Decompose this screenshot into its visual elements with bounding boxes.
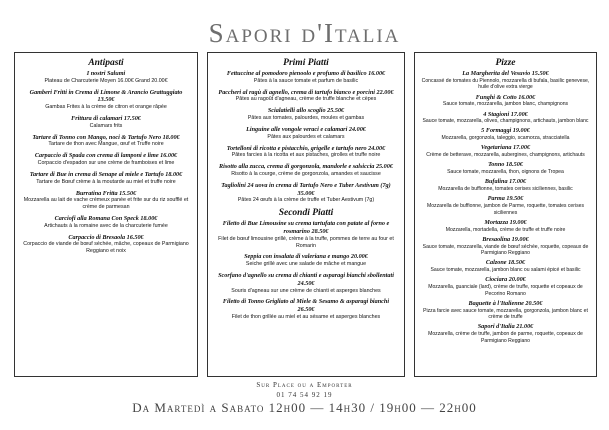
menu-item-description: Pizza farcie avec sauce tomate, mozzarella, gorgonzola, jambon blanc et crème de truffe xyxy=(423,307,588,321)
menu-item-description: Mozzarella, gorgonzola, taleggio, scamorza, stracciatella xyxy=(441,135,570,142)
menu-item-description: Artichauts à la romaine avec de la charcuterie fumée xyxy=(44,222,168,229)
menu-item-description: Risotto à la courge, crème de gorgonzola, amandes et saucisse xyxy=(231,170,381,177)
menu-item-description: Sauce tomate, mozzarella, viande de bœuf séchée, roquette, copeaux de Parmigiano Reggiano xyxy=(422,243,589,257)
menu-item-name: Filetto di Bue Limousine su crema tartufata con patate al forno e rosmarino 28.50€ xyxy=(222,220,390,235)
menu-item-name: Tagliolini 24 uova in crema di Tartufo Nero e Tuber Aestivum (7g) 35.00€ xyxy=(221,181,391,197)
menu-item xyxy=(421,300,590,321)
menu-item-description: Filet de thon grillée au miel et au sésame et asperges blanches xyxy=(231,313,381,320)
menu-item xyxy=(21,115,191,130)
menu-item-description: Sauce tomate, mozzarella, jambon blanc, champignons xyxy=(442,101,569,108)
menu-item-name: Tortelloni di ricotta e pistacchio, grigelle e tartufo nero 24.00€ xyxy=(226,144,386,152)
menu-item xyxy=(421,323,590,344)
menu-item xyxy=(21,134,191,149)
menu-item-name: Ciociara 20.00€ xyxy=(485,276,526,284)
menu-item xyxy=(421,236,590,257)
menu-item xyxy=(421,259,590,273)
menu-item-name: Scorfano d'agnello su crema di chianti e asparagi bianchi sbollentati 24.50€ xyxy=(218,272,394,287)
menu-item xyxy=(421,276,590,297)
menu-item-description: Mozzarella au lait de vache crémeux panée et frite sur du riz soufflé et crème de parmesan xyxy=(23,197,189,211)
section-title: Antipasti xyxy=(88,58,124,68)
menu-item-description: Pâtes aux tomates, palourdes, moules et gambas xyxy=(247,115,365,121)
menu-item xyxy=(21,190,191,212)
menu-item-description: Calamars frits xyxy=(89,122,123,129)
menu-item-description: Corpaccio d'espadon sur une crème de framboises et lime xyxy=(37,160,175,166)
menu-item-description: Sauce tomate, mozzarella, jambon blanc ou salami épicé et basilic xyxy=(430,267,581,274)
menu-item-description: Mozzarella, mortadella, crème de truffe et truffe noire xyxy=(445,226,566,233)
menu-item-description: Sauce tomate, mozzarella, thon, oignons de Tropea xyxy=(447,169,564,176)
menu-item-description: Tartare de thon avec Mangue, œuf et Truffe noire xyxy=(48,141,164,148)
menu-item-name: Paccheri al ragù di agnello, crema di tartufo bianco e porcini 22.00€ xyxy=(218,88,394,96)
column-pizze xyxy=(414,52,597,377)
menu-item xyxy=(214,107,398,122)
menu-item-description: Souris d'agneau sur une crème de chianti et asperges blanches xyxy=(231,287,381,294)
menu-item-name: Filetto di Tonno Grigliato al Miele & Sesamo & asparagi bianchi 26.50€ xyxy=(222,298,390,314)
menu-item xyxy=(214,220,398,249)
menu-item xyxy=(21,152,191,167)
menu-item-description: Tartare de Bœuf crème à la moutarde au miel et truffe noire xyxy=(36,178,176,185)
column-primi-secondi xyxy=(207,52,405,377)
menu-item-description: Pâtes aux palourdes et calamars xyxy=(267,133,345,140)
phone-number: 01 74 54 92 19 xyxy=(276,391,333,399)
menu-item-name: Vegetariana 17.00€ xyxy=(480,144,531,152)
menu-item-description: Pâtes à la sauce tomate et parfum de basilic xyxy=(253,77,359,84)
menu-item-name: Baguette à l'Italienne 20.50€ xyxy=(468,299,543,307)
menu-item-name: Tartare di Tonno con Mango, noci & Tartufo Nero 18.00€ xyxy=(32,133,180,141)
menu-item-description: Corpaccio de viande de bœuf séchée, mâche, copeaux de Parmigiano Reggiano et noix xyxy=(23,241,189,255)
menu-item-description: Pâtes 24 œufs à la crème de truffe et Tuber Aestivum (7g) xyxy=(237,197,375,204)
menu-item-name: 4 Stagioni 17.00€ xyxy=(483,110,528,118)
menu-item xyxy=(21,234,191,256)
menu-item-name: La Margherita del Vesuvio 15.50€ xyxy=(462,70,549,77)
menu-item xyxy=(214,298,398,320)
menu-item xyxy=(421,219,590,233)
menu-item-name: I nostri Salumi xyxy=(86,70,126,77)
menu-item xyxy=(421,144,590,158)
menu-item xyxy=(21,70,191,85)
menu-item-name: Mortazza 19.00€ xyxy=(484,218,527,226)
menu-item xyxy=(214,182,398,204)
menu-item xyxy=(214,126,398,141)
menu-item xyxy=(21,171,191,186)
menu-item-name: Funghi & Cotto 16.00€ xyxy=(475,93,536,101)
menu-item xyxy=(214,253,398,268)
menu-item-description: Sauce tomate, mozzarella, olives, champignons, artichauts, jambon blanc xyxy=(422,118,589,125)
menu-item-name: Frittura di calamari 17.50€ xyxy=(71,115,141,122)
menu-item-name: Linguine alle vongole veraci e calamari 24.00€ xyxy=(246,125,366,133)
section-title: Primi Piatti xyxy=(283,58,329,68)
service-type: Sur Place ou a Emporter xyxy=(256,381,353,389)
menu-item xyxy=(214,272,398,294)
menu-item-name: 5 Formaggi 19.00€ xyxy=(481,127,530,135)
column-antipasti xyxy=(14,52,198,377)
menu-item-name: Fettuccine al pomodoro pienoolo e profumo di basilico 16.00€ xyxy=(226,70,386,77)
restaurant-title: Sapori d'Italia xyxy=(208,18,401,48)
menu-item-description: Pâtes au ragoût d'agneau, crème de truffe blanche et cèpes xyxy=(235,96,377,103)
menu-item-name: Bufalina 17.00€ xyxy=(484,178,527,186)
section-title: Pizze xyxy=(495,58,516,68)
menu-item xyxy=(421,70,590,91)
menu-item-name: Carciofi alla Romana Con Speck 18.00€ xyxy=(54,215,158,222)
menu-item-name: Tonno 18.50€ xyxy=(488,161,523,169)
menu-item xyxy=(421,161,590,175)
menu-item-description: Seiche grillé avec une salade de mâche et mangue xyxy=(245,261,367,268)
menu-item xyxy=(421,127,590,141)
menu-item-description: Plateau de Charcuterie Moyen 16.00€ Grand 20.00€ xyxy=(44,77,168,84)
menu-item-name: Tartare di Bue in crema di Senape al miele e Tartufo 18.00€ xyxy=(29,170,183,178)
menu-item-description: Pâtes farcies à la ricotta et aux pistaches, girolles et truffe noire xyxy=(231,152,381,159)
menu-item-name: Bresaolina 19.00€ xyxy=(482,235,529,243)
menu-item xyxy=(214,89,398,104)
menu-item-description: Concassé de tomates du Piennolo, mozzarella di bufala, basilic genevese, huile d'olive extra vierge xyxy=(421,77,590,91)
menu-item-name: Parma 19.50€ xyxy=(487,195,524,203)
menu-item-name: Risotto alla zucca, crema di gorgonzola, mandorle e salsiccia 25.00€ xyxy=(219,163,393,171)
section-title: Secondi Piatti xyxy=(278,208,334,219)
menu-item-name: Seppia con insalata di valeriana e mango 20.00€ xyxy=(244,253,368,261)
menu-item xyxy=(214,163,398,178)
menu-item-description: Filet de bœuf limousine grillé, crème à la truffe, pommes de terre au four et Romarin xyxy=(218,235,394,249)
menu-item xyxy=(21,215,191,230)
menu-item-description: Mozzarella de buffionne, jambon de Parme, roquette, tomates cerises siciliennes xyxy=(426,203,585,216)
opening-hours: Da Martedì a Sabato 12h00 — 14h30 / 19h00 — 22h00 xyxy=(132,400,477,415)
menu-item-name: Gamberi Fritti in Crema di Limone & Arancio Grattuggiato 13.50€ xyxy=(29,88,183,104)
menu-item-name: Burratina Fritta 15.50€ xyxy=(75,189,137,197)
menu-item-description: Gambas Frites à la crème de citron et orange râpée xyxy=(45,104,167,111)
menu-item xyxy=(21,89,191,111)
menu-item-description: Mozzarella, guanciale (lard), crème de truffe, roquette et copeaux de Pecorino Romano xyxy=(428,284,583,297)
menu-item-name: Scialatielli allo scoglio 25.50€ xyxy=(267,107,345,115)
menu-item xyxy=(421,195,590,216)
menu-item xyxy=(421,94,590,108)
menu-item-description: Mozzarella, crème de truffe, jambon de parme, roquette, copeaux de Parmigiano Reggiano xyxy=(428,331,583,344)
menu-item xyxy=(214,145,398,160)
menu-item-name: Sapori d'Italia 21.00€ xyxy=(477,323,534,331)
menu-item-description: Crème de betterave, mozzarella, aubergines, champignons, artichauts xyxy=(426,152,585,159)
menu-item-description: Mozzarella de buffionne, tomates cerises siciliennes, basilic xyxy=(438,186,573,193)
menu-item-name: Carpaccio di Spada con crema di lamponi e lime 16.00€ xyxy=(34,152,178,160)
menu-item-name: Carpaccio di Bresaola 16.50€ xyxy=(68,233,144,241)
menu-item xyxy=(421,178,590,192)
menu-item-name: Calzone 18.50€ xyxy=(485,259,526,267)
menu-item xyxy=(421,111,590,125)
menu-item xyxy=(214,70,398,85)
